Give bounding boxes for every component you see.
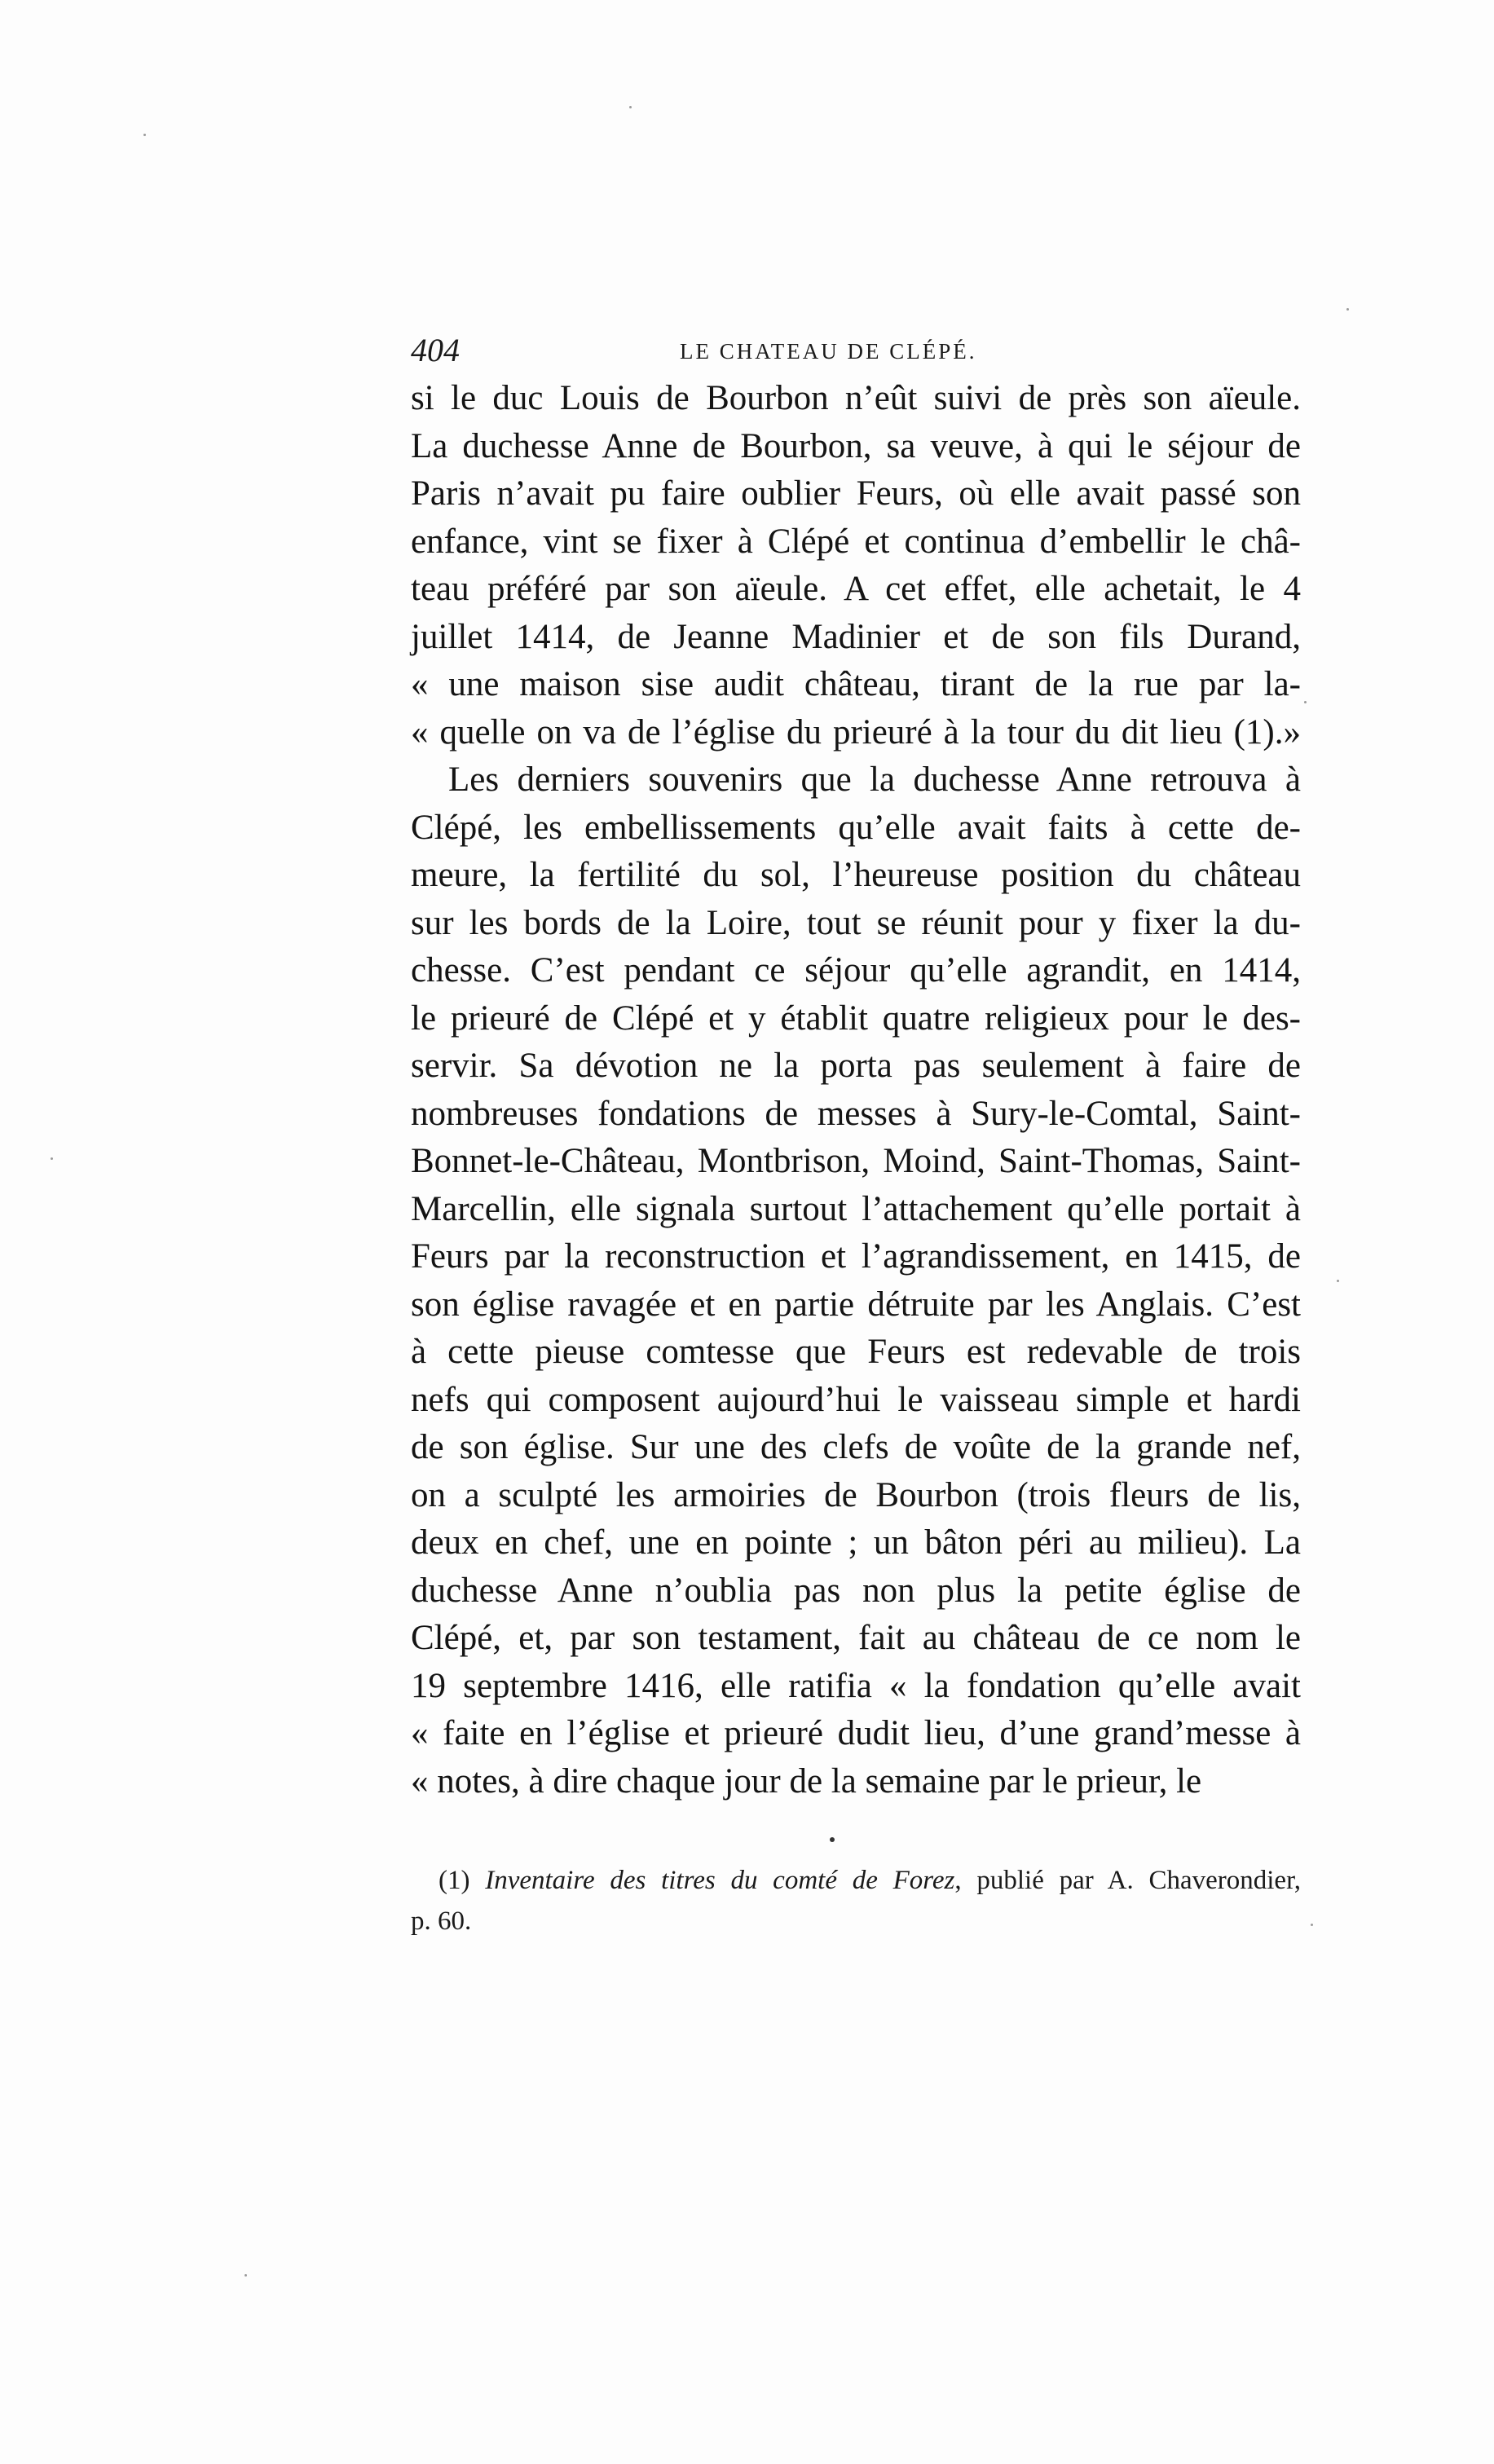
paper-speck [1311, 1924, 1313, 1926]
text-line: teau préféré par son aïeule. A cet effet, elle achetait, le 4 [411, 570, 1301, 608]
footnote-separator-mark [830, 1837, 835, 1842]
text-line: de son église. Sur une des clefs de voûte de la grande nef, [411, 1428, 1301, 1466]
footnote-citation-rest: , publié par A. Chaverondier, [954, 1866, 1301, 1895]
text-line: on a sculpté les armoiries de Bourbon (trois fleurs de lis, [411, 1475, 1301, 1514]
text-line: nefs qui composent aujourd’hui le vaisseau simple et hardi [411, 1380, 1301, 1419]
paper-speck [1304, 701, 1307, 703]
page-number: 404 [411, 332, 460, 368]
text-line: sur les bords de la Loire, tout se réunit pour y fixer la du- [411, 903, 1301, 942]
text-line: La duchesse Anne de Bourbon, sa veuve, à qui le séjour de [411, 426, 1301, 465]
paper-speck [245, 2274, 247, 2277]
text-line: chesse. C’est pendant ce séjour qu’elle agrandit, en 1414, [411, 951, 1301, 990]
paper-speck [1346, 308, 1349, 311]
text-line: servir. Sa dévotion ne la porta pas seulement à faire de [411, 1047, 1301, 1085]
page-header [411, 331, 1301, 372]
text-line: à cette pieuse comtesse que Feurs est redevable de trois [411, 1333, 1301, 1371]
text-line: son église ravagée et en partie détruite par les Anglais. C’est [411, 1285, 1301, 1324]
text-line: Feurs par la reconstruction et l’agrandissement, en 1415, de [411, 1237, 1301, 1276]
body-text [411, 375, 1301, 1805]
text-line: nombreuses fondations de messes à Sury-le-Comtal, Saint- [411, 1094, 1301, 1133]
paper-speck [1337, 1280, 1339, 1282]
running-title: LE CHATEAU DE CLÉPÉ. [680, 339, 977, 364]
paper-speck [143, 134, 146, 136]
text-line: 19 septembre 1416, elle ratifia « la fondation qu’elle avait [411, 1666, 1301, 1705]
paper-speck [51, 1157, 53, 1160]
paper-speck [629, 106, 632, 108]
footnote-line [411, 1860, 1301, 1901]
footnote-marker: (1) [439, 1866, 470, 1895]
text-line: « faite en l’église et prieuré dudit lieu, d’une grand’messe à [411, 1714, 1301, 1752]
text-line: Clépé, et, par son testament, fait au château de ce nom le [411, 1619, 1301, 1657]
text-line: « notes, à dire chaque jour de la semaine par le prieur, le [411, 1761, 1202, 1801]
footnote-cited-title: Inventaire des titres du comté de Forez [485, 1866, 955, 1895]
text-line: le prieuré de Clépé et y établit quatre religieux pour le des- [411, 998, 1301, 1038]
text-line: duchesse Anne n’oublia pas non plus la petite église de [411, 1571, 1301, 1610]
text-line: si le duc Louis de Bourbon n’eût suivi de près son aïeule. [411, 379, 1301, 417]
text-line: Paris n’avait pu faire oublier Feurs, où elle avait passé son [411, 474, 1301, 513]
footnote-line: p. 60. [411, 1906, 472, 1936]
text-line: Marcellin, elle signala surtout l’attachement qu’elle portait à [411, 1189, 1301, 1228]
text-line: enfance, vint se fixer à Clépé et continua d’embellir le châ- [411, 522, 1301, 561]
text-line: Les derniers souvenirs que la duchesse Anne retrouva à [448, 760, 1301, 799]
text-line: juillet 1414, de Jeanne Madinier et de son fils Durand, [411, 617, 1301, 656]
footnote [411, 1860, 1301, 1942]
text-line: Clépé, les embellissements qu’elle avait faits à cette de- [411, 808, 1301, 847]
text-line: « quelle on va de l’église du prieuré à la tour du dit lieu (1).» [411, 712, 1301, 752]
text-line: « une maison sise audit château, tirant de la rue par la- [411, 665, 1301, 703]
text-line: Bonnet-le-Château, Montbrison, Moind, Saint-Thomas, Saint- [411, 1142, 1301, 1180]
text-line: deux en chef, une en pointe ; un bâton péri au milieu). La [411, 1523, 1301, 1562]
text-line: meure, la fertilité du sol, l’heureuse position du château [411, 856, 1301, 894]
